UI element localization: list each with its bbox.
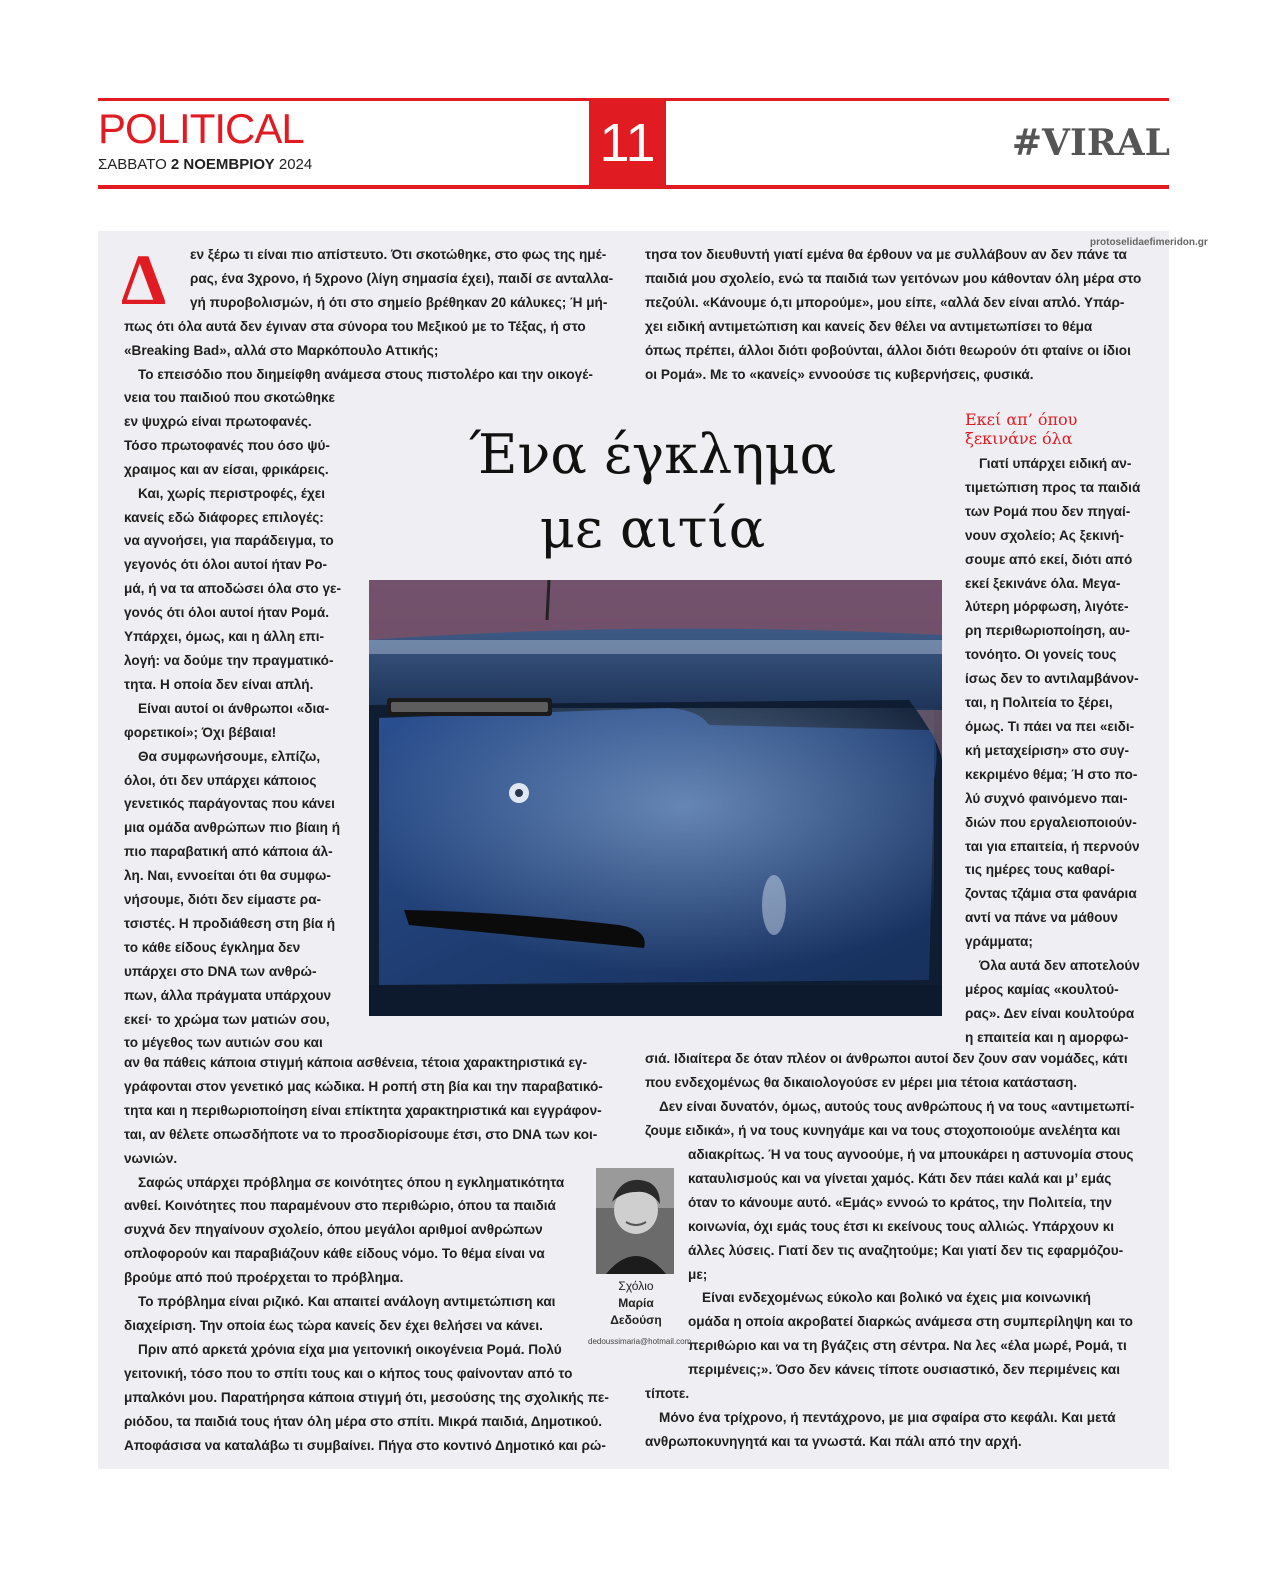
text-line: γή πυροβολισμών, ή ότι στο σημείο βρέθηκαν 20 κάλυκες; Ή μή-	[190, 294, 608, 310]
text-line: εν ψυχρώ είναι πρωτοφανές.	[124, 413, 312, 429]
text-line: τονόητο. Οι γονείς τους	[965, 647, 1117, 663]
header-bottom-rule	[98, 185, 1169, 189]
section-tag: #VIRAL	[1011, 122, 1170, 164]
text-line: ρη περιθωριοποίηση, αυ-	[965, 623, 1130, 639]
text-line: Το επεισόδιο που διημείφθη ανάμεσα στους πιστολέρο και την οικογέ-	[138, 366, 593, 382]
text-line: τιμετώπιση προς τα παιδιά	[965, 479, 1141, 495]
text-line: αν θα πάθεις κάποια στιγμή κάποια ασθένεια, τέτοια χαρακτηριστικά εγ-	[124, 1055, 588, 1070]
text-line: τησα τον διευθυντή γιατί εμένα θα έρθουν να με συλλάβουν αν δεν πάνε τα	[645, 247, 1127, 262]
text-line: σιά. Ιδιαίτερα δε όταν πλέον οι άνθρωποι αυτοί δεν ζουν σαν νομάδες, κάτι	[645, 1051, 1128, 1066]
headline-line-1: Ένα έγκλημα	[468, 423, 837, 486]
dropcap: Δ	[121, 240, 167, 320]
text-line: οπλοφορούν και παραβιάζουν κάθε είδους νόμο. Το θέμα είναι να	[124, 1246, 545, 1262]
text-line: όπως πρέπει, άλλοι διότι φοβούνται, άλλοι διότι θεωρούν ότι φταίνε οι ίδιοι	[645, 342, 1131, 358]
text-line: Δεν είναι δυνατόν, όμως, αυτούς τους ανθρώπους ή να τους «αντιμετωπί-	[659, 1098, 1135, 1114]
text-line: Γιατί υπάρχει ειδική αν-	[979, 456, 1132, 471]
text-line: η επαιτεία και η αμορφω-	[965, 1029, 1129, 1045]
watermark: protoselidaefimeridon.gr	[1090, 237, 1208, 248]
text-line: τίποτε.	[645, 1386, 690, 1401]
author-label: Σχόλιο	[618, 1279, 654, 1293]
text-line: Υπάρχει, όμως, και η άλλη επι-	[124, 629, 325, 645]
text-line: ται, αν θέλετε οπωσδήποτε να το προσδιορίσουμε έτσι, στο DNA των κοι-	[124, 1126, 598, 1142]
headline	[380, 418, 925, 566]
text-line: το κάθε είδους έγκλημα δεν	[124, 939, 301, 955]
issue-day: ΣΑΒΒΑΤΟ	[98, 156, 167, 173]
text-line: τητα. Η οποία δεν είναι απλή.	[124, 676, 314, 692]
text-line: Είναι αυτοί οι άνθρωποι «δια-	[138, 700, 330, 716]
text-line: γράμματα;	[965, 934, 1033, 950]
subhead-line-1: Εκεί απ’ όπου	[965, 410, 1078, 429]
text-line: νεια του παιδιού που σκοτώθηκε	[124, 390, 336, 405]
text-line: μια ομάδα ανθρώπων πιο βίαιη ή	[124, 820, 341, 836]
author-photo	[596, 1168, 674, 1274]
text-line: νουν σχολείο; Ας ξεκινή-	[965, 527, 1124, 543]
text-line: εκεί ξεκινάνε όλα. Μεγα-	[965, 575, 1121, 591]
text-line: κοινωνία, όχι εμάς τους έτσι κι εκείνους τους αλλιώς. Υπάρχουν κι	[688, 1218, 1115, 1234]
text-line: λύ συχνό φαινόμενο παι-	[965, 790, 1128, 806]
text-line: κή μεταχείριση» στο συγ-	[965, 742, 1130, 758]
text-line: «Breaking Bad», αλλά στο Μαρκόπουλο Αττικής;	[124, 342, 439, 358]
text-line: γειτονική, τόσο που το σπίτι τους και ο κήπος τους φαίνονταν από το	[124, 1365, 573, 1381]
column-2-right	[688, 1143, 1148, 1382]
text-line: διαχείριση. Την οποία έως τώρα κανείς δεν έχει θελήσει να κάνει.	[124, 1317, 543, 1333]
text-line: εν ξέρω τι είναι πιο απίστευτο. Ότι σκοτώθηκε, στο φως της ημέ-	[190, 247, 607, 262]
author-last-name: Δεδούση	[610, 1313, 662, 1327]
text-line: περιμένεις;». Όσο δεν κάνεις τίποτε ουσιαστικό, δεν περιμένεις και	[688, 1362, 1121, 1378]
section-title: POLITICAL	[98, 105, 304, 152]
text-line: γενετικός παράγοντας που κάνει	[124, 796, 335, 812]
text-line: τις ημέρες τους καθαρί-	[965, 862, 1115, 878]
text-line: Σαφώς υπάρχει πρόβλημα σε κοινότητες όπου η εγκληματικότητα	[138, 1174, 565, 1190]
text-line: ίσως δεν το αντιλαμβάνον-	[965, 671, 1139, 687]
text-line: μά, ή να τα αποδώσει όλα στο γε-	[124, 581, 341, 597]
text-line: ται, η Πολιτεία το ξέρει,	[965, 695, 1113, 711]
text-line: ζοντας τζάμια στα φανάρια	[965, 886, 1137, 902]
issue-date-bold: 2 ΝΟΕΜΒΡΙΟΥ	[170, 156, 275, 173]
text-line: ομάδα η οποία ακροβατεί διαρκώς ανάμεσα στη συμπερίληψη και το	[688, 1314, 1133, 1330]
text-line: νήσουμε, διότι δεν είμαστε ρα-	[124, 892, 322, 908]
text-line: αδιακρίτως. Ή να τους αγνοούμε, ή να μπουκάρει η αστυνομία στους	[688, 1147, 1134, 1162]
author-email: dedoussimaria@hotmail.com	[588, 1337, 692, 1346]
text-line: ριόδου, τα παιδιά τους ήταν όλη μέρα στο σπίτι. Μικρά παιδιά, Δημοτικού.	[124, 1413, 603, 1429]
page-number: 11	[589, 100, 666, 186]
text-line: Θα συμφωνήσουμε, ελπίζω,	[138, 748, 321, 764]
text-line: βρούμε από πού προέρχεται το πρόβλημα.	[124, 1270, 404, 1286]
text-line: το μέγεθος των αυτιών σου και	[124, 1035, 323, 1051]
text-line: παιδιά μου σχολείο, ενώ τα παιδιά των γειτόνων μου κάθονταν όλη μέρα στο	[645, 270, 1142, 286]
text-line: πως ότι όλα αυτά δεν έγιναν στα σύνορα του Μεξικού με το Τέξας, ή στο	[124, 318, 586, 334]
text-line: καταυλισμούς και να γίνεται χαμός. Κάτι δεν πάει καλά και μ’ εμάς	[688, 1170, 1112, 1186]
text-line: άλλες λύσεις. Γιατί δεν τις αναζητούμε; Και γιατί δεν τις εφαρμόζου-	[688, 1242, 1124, 1258]
text-line: τσιστές. Η προδιάθεση στη βία ή	[124, 915, 336, 931]
text-line: Πριν από αρκετά χρόνια είχα μια γειτονική οικογένεια Ρομά. Πολύ	[138, 1341, 562, 1357]
car-window-photo	[369, 580, 942, 1016]
text-line: χραιμος και αν είσαι, φρικάρεις.	[124, 461, 329, 477]
column-1-bottom	[124, 1051, 628, 1457]
text-line: πιο παραβατική από κάποια άλ-	[124, 844, 333, 860]
text-line: περιθώριο και να τη βγάζεις στη σέντρα. Να λες «έλα μωρέ, Ρομά, τι	[688, 1338, 1127, 1354]
text-line: Τόσο πρωτοφανές που όσο ψύ-	[124, 437, 330, 453]
subhead-line-2: ξεκινάνε όλα	[965, 429, 1073, 448]
column-2-bottom	[645, 1047, 1148, 1143]
text-line: των Ρομά που δεν πηγαί-	[965, 503, 1131, 519]
text-line: λη. Ναι, εννοείται ότι θα συμφω-	[124, 868, 331, 884]
text-line: με;	[688, 1266, 708, 1282]
text-line: ανθεί. Κοινότητες που παραμένουν στο περιθώριο, όπου τα παιδιά	[124, 1198, 556, 1214]
issue-year: 2024	[278, 156, 313, 173]
text-line: όλοι, ότι δεν υπάρχει κάποιος	[124, 772, 317, 788]
text-line: συχνά δεν πηγαίνουν σχολείο, όπου μεγάλοι αριθμοί ανθρώπων	[124, 1222, 543, 1238]
text-line: μέρος καμίας «κουλτού-	[965, 981, 1119, 997]
text-line: εκεί· το χρώμα των ματιών σου,	[124, 1011, 330, 1027]
author-byline	[592, 1278, 680, 1329]
text-line: ζουμε ειδικά», ή να τους κυνηγάμε και να τους στοχοποιούμε ανελέητα και	[645, 1122, 1121, 1138]
text-line: γονός ότι όλοι αυτοί ήταν Ρομά.	[124, 605, 329, 621]
column-2-end	[645, 1382, 1148, 1454]
text-line: χει ειδική αντιμετώπιση και κανείς δεν θέλει να αντιμετωπίσει το θέμα	[645, 318, 1093, 334]
text-line: Μόνο ένα τρίχρονο, ή πεντάχρονο, με μια σφαίρα στο κεφάλι. Και μετά	[659, 1409, 1116, 1425]
text-line: να αγνοήσει, για παράδειγμα, το	[124, 533, 334, 549]
headline-line-2: με αιτία	[539, 497, 766, 560]
text-line: Αποφάσισα να καταλάβω τι συμβαίνει. Πήγα στο κοντινό Δημοτικό και ρώ-	[124, 1437, 606, 1453]
text-line: λογή: να δούμε την πραγματικό-	[124, 652, 334, 668]
author-first-name: Μαρία	[618, 1296, 654, 1310]
text-line: σουμε από εκεί, διότι από	[965, 551, 1133, 567]
text-line: μπαλκόνι μου. Παρατήρησα κάποια στιγμή ότι, μεσούσης της σχολικής πε-	[124, 1389, 609, 1405]
text-line: φορετικοί»; Όχι βέβαια!	[124, 724, 277, 740]
text-line: όταν το κάνουμε αυτό. «Εμάς» εννοώ το κράτος, την Πολιτεία, την	[688, 1194, 1112, 1210]
text-line: τητα και η περιθωριοποίηση είναι επίκτητα χαρακτηριστικά και εγγράφον-	[124, 1102, 602, 1118]
text-line: γεγονός ότι όλοι αυτοί ήταν Ρο-	[124, 557, 328, 573]
text-line: νωνιών.	[124, 1150, 178, 1166]
column-1-narrow	[124, 386, 346, 1055]
text-line: διών που εργαλειοποιούν-	[965, 814, 1137, 830]
text-line: ται για επαιτεία, ή περνούν	[965, 838, 1140, 854]
column-3-narrow	[965, 452, 1148, 1050]
text-line: Είναι ενδεχομένως εύκολο και βολικό να έχεις μια κοινωνική	[702, 1290, 1091, 1306]
text-line: πεζούλι. «Κάνουμε ό,τι μπορούμε», μου είπε, «αλλά δεν είναι απλό. Υπάρ-	[645, 294, 1125, 310]
text-line: κεκριμένο θέμα; Ή στο πο-	[965, 766, 1138, 782]
text-line: γράφονται στον γενετικό μας κώδικα. Η ροπή στη βία και την παραβατικό-	[124, 1078, 603, 1094]
intro-text	[124, 243, 628, 386]
text-line: υπάρχει στο DNA των ανθρώ-	[124, 963, 317, 979]
text-line: Όλα αυτά δεν αποτελούν	[979, 958, 1140, 974]
text-line: κανείς εδώ διάφορες επιλογές:	[124, 509, 324, 525]
column-2-top	[645, 243, 1148, 386]
text-line: λύτερη μόρφωση, λιγότε-	[965, 599, 1129, 615]
text-line: αντί να πάνε να μάθουν	[965, 910, 1118, 926]
text-line: που ενδεχομένως θα δικαιολογούσε εν μέρει μια τέτοια κατάσταση.	[645, 1074, 1078, 1090]
text-line: Το πρόβλημα είναι ριζικό. Και απαιτεί ανάλογη αντιμετώπιση και	[138, 1294, 556, 1310]
text-line: οι Ρομά». Με το «κανείς» εννοούσε τις κυβερνήσεις, φυσικά.	[645, 366, 1034, 382]
text-line: ρας». Δεν είναι κουλτούρα	[965, 1005, 1135, 1021]
subhead	[965, 410, 1155, 448]
issue-date	[98, 156, 312, 173]
text-line: πων, άλλα πράγματα υπάρχουν	[124, 987, 332, 1003]
text-line: Και, χωρίς περιστροφές, έχει	[138, 485, 326, 501]
text-line: όμως. Τι πάει να πει «ειδι-	[965, 718, 1135, 734]
text-line: ανθρωποκυνηγητά και τα γνωστά. Και πάλι από την αρχή.	[645, 1433, 1022, 1449]
text-line: ρας, ένα 3χρονο, ή 5χρονο (λίγη σημασία έχει), παιδί σε ανταλλα-	[190, 270, 614, 286]
